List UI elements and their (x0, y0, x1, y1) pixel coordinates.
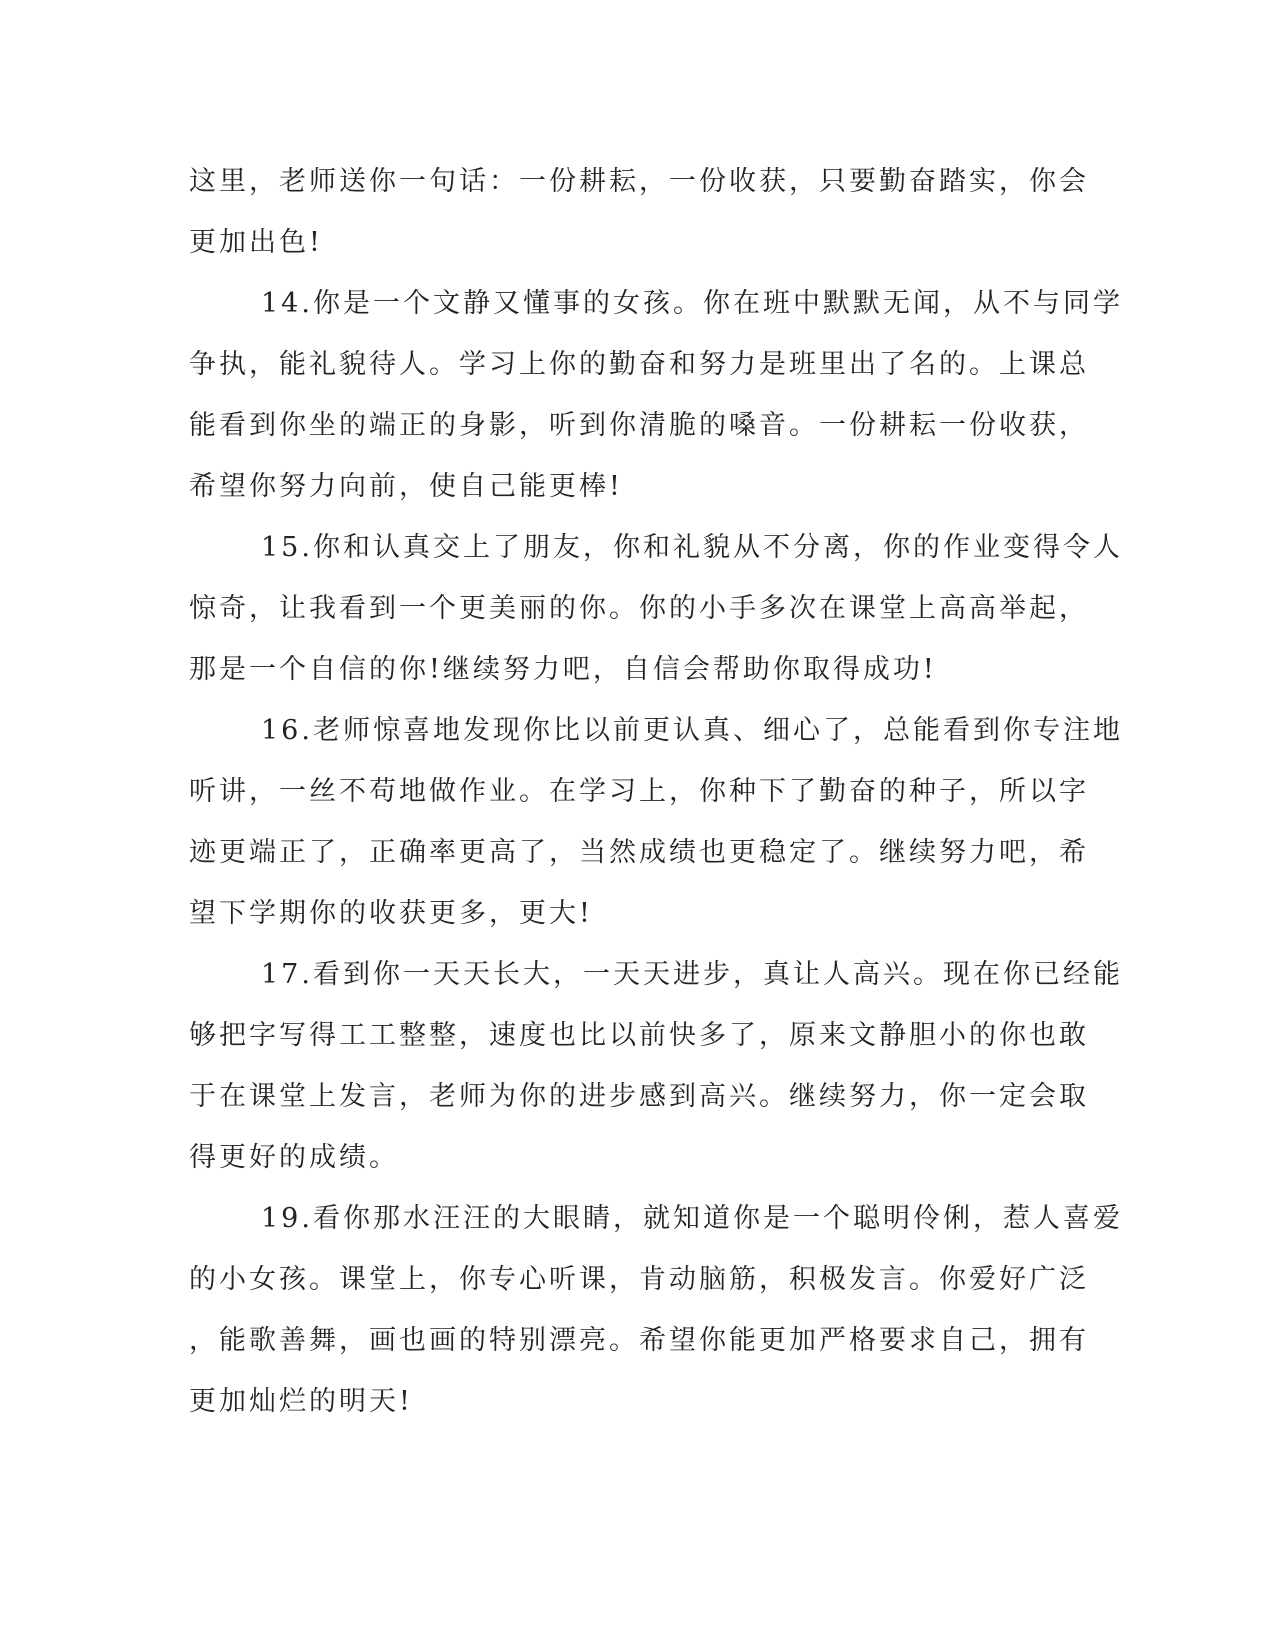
document-body (189, 151, 1123, 1432)
text-line: 这里，老师送你一句话：一份耕耘，一份收获，只要勤奋踏实，你会 (189, 166, 1089, 197)
paragraph-19 (189, 1188, 1123, 1432)
text-line: 那是一个自信的你!继续努力吧，自信会帮助你取得成功! (189, 654, 937, 685)
text-line: 得更好的成绩。 (189, 1142, 399, 1173)
text-line: 17.看到你一天天长大，一天天进步，真让人高兴。现在你已经能 (261, 959, 1123, 990)
text-line: 希望你努力向前，使自己能更棒! (189, 471, 623, 502)
text-line: ，能歌善舞，画也画的特别漂亮。希望你能更加严格要求自己，拥有 (189, 1325, 1089, 1356)
paragraph-continued (189, 151, 1089, 273)
text-line: 听讲，一丝不苟地做作业。在学习上，你种下了勤奋的种子，所以字 (189, 776, 1089, 807)
paragraph-15 (189, 517, 1123, 700)
text-line: 够把字写得工工整整，速度也比以前快多了，原来文静胆小的你也敢 (189, 1020, 1089, 1051)
paragraph-14 (189, 273, 1123, 517)
text-line: 更加灿烂的明天! (189, 1386, 413, 1417)
text-line: 15.你和认真交上了朋友，你和礼貌从不分离，你的作业变得令人 (261, 532, 1123, 563)
paragraph-16 (189, 700, 1123, 944)
text-line: 能看到你坐的端正的身影，听到你清脆的嗓音。一份耕耘一份收获， (189, 410, 1089, 441)
text-line: 19.看你那水汪汪的大眼睛，就知道你是一个聪明伶俐，惹人喜爱 (261, 1203, 1123, 1234)
text-line: 迹更端正了，正确率更高了，当然成绩也更稳定了。继续努力吧，希 (189, 837, 1089, 868)
text-line: 望下学期你的收获更多，更大! (189, 898, 593, 929)
text-line: 16.老师惊喜地发现你比以前更认真、细心了，总能看到你专注地 (261, 715, 1123, 746)
text-line: 14.你是一个文静又懂事的女孩。你在班中默默无闻，从不与同学 (261, 288, 1123, 319)
paragraph-17 (189, 944, 1123, 1188)
text-line: 的小女孩。课堂上，你专心听课，肯动脑筋，积极发言。你爱好广泛 (189, 1264, 1089, 1295)
text-line: 更加出色! (189, 227, 323, 258)
text-line: 争执，能礼貌待人。学习上你的勤奋和努力是班里出了名的。上课总 (189, 349, 1089, 380)
text-line: 惊奇，让我看到一个更美丽的你。你的小手多次在课堂上高高举起， (189, 593, 1089, 624)
text-line: 于在课堂上发言，老师为你的进步感到高兴。继续努力，你一定会取 (189, 1081, 1089, 1112)
